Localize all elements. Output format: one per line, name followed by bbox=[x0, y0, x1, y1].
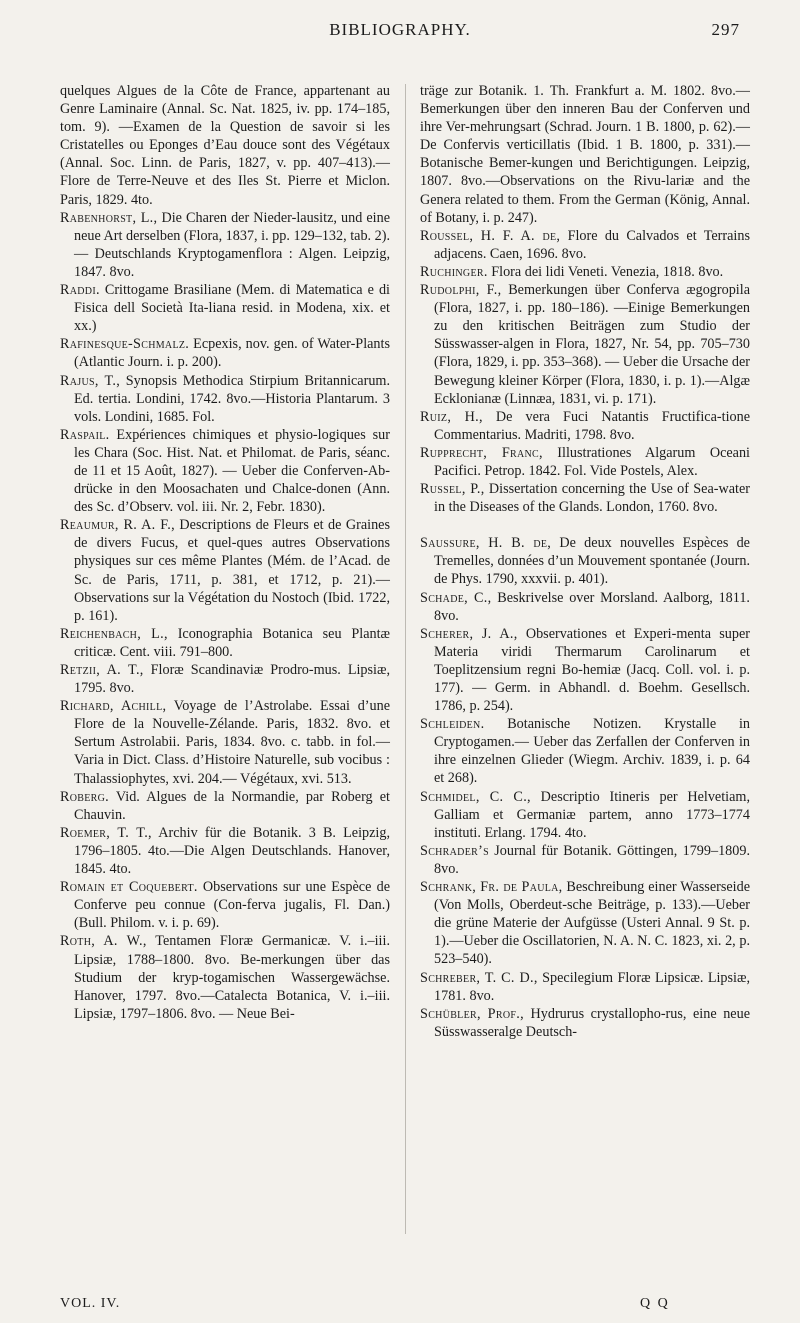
entry-text: De deux nouvelles Espèces de Tremelles, données d’un Mouvement spontanée (Journ. de Phys. 1790, xxxvii. p. 401). bbox=[434, 535, 750, 588]
entry-text: Flore du Calvados et Terrains adjacens. Caen, 1696. 8vo. bbox=[434, 227, 750, 262]
bibliography-entry bbox=[60, 788, 390, 824]
bibliography-entry bbox=[420, 969, 750, 1005]
entry-text: Archiv für die Botanik. 3 B. Leipzig, 1796–1805. 4to.—Die Algen Deutschlands. Hanover, 1845. 4to. bbox=[74, 824, 391, 878]
entry-author: Roth, A. W., bbox=[60, 933, 147, 950]
bibliography-entry bbox=[420, 1005, 750, 1041]
entry-author: Rabenhorst, L., bbox=[60, 209, 158, 226]
bibliography-entry bbox=[60, 335, 390, 371]
entry-author: Raddi. bbox=[60, 282, 100, 299]
entry-author: Ruiz, H., bbox=[420, 408, 483, 425]
entry-text: Crittogame Brasiliane (Mem. di Matematica e di Fisica dell Società Ita-liana resid. in Modena, xix. et xx.) bbox=[74, 282, 390, 335]
bibliography-entry bbox=[60, 697, 390, 787]
entry-author: Reaumur, R. A. F., bbox=[60, 517, 175, 534]
bibliography-entry bbox=[60, 426, 390, 516]
entry-author: Roemer, T. T., bbox=[60, 824, 152, 841]
entry-author: Ruchinger. bbox=[420, 263, 488, 280]
entry-author: Schreber, T. C. D., bbox=[420, 969, 538, 986]
entry-author: Rudolphi, F., bbox=[420, 282, 502, 299]
entry-text: Tentamen Floræ Germanicæ. V. i.–iii. Lipsiæ, 1788–1800. 8vo. Be-merkungen über das Studium der kryp-togamischen Wassergewächse. Hanover, 1797. 8vo.—Catalecta Botanica, V. i.–iii. Lipsiæ, 1797–1806. 8vo. — Neue Bei- bbox=[74, 933, 390, 1022]
entry-text: Ecpexis, nov. gen. of Water-Plants (Atlantic Journ. i. p. 200). bbox=[74, 336, 390, 371]
bibliography-entry bbox=[60, 209, 390, 281]
entry-author: Schrader’s bbox=[420, 842, 489, 859]
entry-text: träge zur Botanik. 1. Th. Frankfurt a. M. 1802. 8vo.—Bemerkungen über den inneren Bau der Conferven und ihre Ver-mehrungsart (Schrad. Journ. 1 B. 1800, p. 62).—De Confervis verticillatis (Ibid. 1 B. 1800, p. 331).—Botanische Bemer-kungen und Berichtigungen. Leipzig, 1807. 8vo.—Observations on the Rivu-lariæ and the Genera related to them. From the German (König, Annal. of Botany, i. p. 247). bbox=[420, 83, 750, 226]
signature-mark: Q Q bbox=[640, 1296, 670, 1311]
entry-text: Illustrationes Algarum Oceani Pacifici. Petrop. 1842. Fol. Vide Postels, Alex. bbox=[434, 444, 750, 479]
entry-author: Romain et Coquebert. bbox=[60, 879, 198, 896]
bibliography-entry bbox=[420, 408, 750, 444]
entry-text: Beschreibung einer Wasserseide (Von Molls, Oberdeut-sche Beiträge, p. 133).—Ueber die grüne Materie der Aufgüsse (Usteri Annal. 9 St. p. 1).—Ueber die Oscillatorien, N. A. N. C. 1823, xi. 2, p. 523–540). bbox=[434, 879, 750, 968]
entry-author: Schade, C., bbox=[420, 589, 492, 606]
entry-author: Retzii, A. T., bbox=[60, 662, 144, 678]
entry-text: Vid. Algues de la Normandie, par Roberg et Chauvin. bbox=[74, 788, 390, 823]
entry-author: Rafinesque-Schmalz. bbox=[60, 336, 190, 353]
entry-text: Specilegium Floræ Lipsicæ. Lipsiæ, 1781. 8vo. bbox=[434, 969, 751, 1004]
entry-text: Bemerkungen über Conferva ægogropila (Flora, 1827, i. pp. 180–186). —Einige Bemerkungen zu den kritischen Beiträgen zum Studio der Süsswasser-algen in Flora, 1827, Nr. 54, pp. 705–730 (Flora, 1829, i. pp. 353–368). — Ueber die Ursache der Bewegung kleiner Körper (Flora, 1830, i. p. 1).—Algæ Ecklonianæ (Linnæa, 1831, vi. p. 171). bbox=[434, 282, 750, 407]
entry-author: Schübler, Prof., bbox=[420, 1005, 524, 1022]
entry-author: Schleiden. bbox=[420, 716, 485, 733]
column-divider bbox=[405, 84, 406, 1234]
entry-text: Expériences chimiques et physio-logiques sur les Chara (Soc. Hist. Nat. et Philomat. de Paris, séanc. de 11 et 15 Août, 1827). — Ueber die Conferven-Ab-drücke in den Moosachaten und Chalce-donen (Ann. des Sc. d’Observ. vol. iii. Nr. 2, Febr. 1830). bbox=[74, 426, 390, 516]
entry-text: Descriptio Itineris per Helvetiam, Galliam et Germaniæ partem, anno 1773–1774 instituti. Erlang. 1794. 4to. bbox=[434, 788, 750, 841]
entry-text: Flora dei lidi Veneti. Venezia, 1818. 8vo. bbox=[487, 263, 724, 280]
entry-text: Observations sur une Espèce de Conferve peu connue (Con-ferva jugalis, Fl. Dan.) (Bull. Philom. v. i. p. 69). bbox=[74, 879, 390, 932]
entry-text: Floræ Scandinaviæ Prodro-mus. Lipsiæ, 1795. 8vo. bbox=[74, 662, 390, 697]
entry-author: Schrank, Fr. de Paula, bbox=[420, 879, 563, 896]
bibliography-entry bbox=[420, 842, 750, 878]
bibliography-entry bbox=[420, 227, 750, 263]
running-header bbox=[60, 20, 740, 52]
entry-author: Raspail. bbox=[60, 426, 110, 443]
entry-text: Iconographia Botanica seu Plantæ criticæ. Cent. viii. 791–800. bbox=[74, 625, 391, 660]
entry-text: Synopsis Methodica Stirpium Britannicarum. Ed. tertia. Londini, 1742. 8vo.—Historia Plantarum. 3 vols. Londini, 1685. Fol. bbox=[74, 372, 391, 425]
entry-text: De vera Fuci Natantis Fructifica-tione Commentarius. Madriti, 1798. 8vo. bbox=[434, 408, 750, 443]
entry-author: Saussure, H. B. de, bbox=[420, 535, 552, 552]
running-title: BIBLIOGRAPHY. bbox=[329, 20, 471, 39]
entry-text: Descriptions de Fleurs et de Graines de divers Fucus, et quel-ques autres Observations physiques sur ces même Plantes (Mém. de l’Acad. de Sc. de Paris, 1711, p. 381, et 1712, p. 21).—Observations sur la Végétation du Nostoch (Ibid. 1722, p. 161). bbox=[74, 517, 390, 624]
bibliography-entry bbox=[60, 661, 390, 697]
bibliography-entry bbox=[420, 480, 750, 516]
bibliography-entry bbox=[420, 715, 750, 787]
bibliography-entry bbox=[60, 932, 390, 1022]
entry-text: Hydrurus crystallopho-rus, eine neue Süsswasseralge Deutsch- bbox=[434, 1005, 750, 1040]
entry-author: Schmidel, C. C., bbox=[420, 788, 531, 805]
right-column bbox=[420, 82, 750, 1041]
entry-author: Reichenbach, L., bbox=[60, 625, 168, 642]
bibliography-columns bbox=[60, 82, 750, 1277]
bibliography-entry bbox=[420, 263, 750, 281]
bibliography-entry bbox=[60, 516, 390, 625]
entry-author: Scherer, J. A., bbox=[420, 625, 518, 642]
entry-text: Beskrivelse over Morsland. Aalborg, 1811. 8vo. bbox=[434, 589, 750, 624]
page-number: 297 bbox=[711, 20, 740, 39]
entry-text: Observationes et Experi-menta super Materia viridi Thermarum Carolinarum et Toeplitzensium regni Bo-hemiæ (Jacq. Coll. vol. i. p. 177). — Germ. in Abhandl. d. Boehm. Gesellsch. 1786, p. 254). bbox=[434, 625, 750, 715]
bibliography-entry bbox=[420, 788, 750, 842]
left-column bbox=[60, 82, 390, 1023]
entry-author: Richard, Achill, bbox=[60, 698, 167, 715]
entry-text: quelques Algues de la Côte de France, appartenant au Genre Laminaire (Annal. Sc. Nat. 1825, iv. pp. 174–185, tom. 9). —Examen de la Question de savoir si les Cristatelles ou Eponges d’Eau douce sont des Végétaux (Annal. Soc. Linn. de Paris, 1827, v. pp. 407–413).—Flore de Terre-Neuve et des Iles St. Pierre et Miclon. Paris, 1829. 4to. bbox=[60, 83, 390, 208]
bibliography-entry bbox=[420, 82, 750, 227]
entry-text: Dissertation concerning the Use of Sea-water in the Diseases of the Glands. London, 1760. 8vo. bbox=[434, 481, 750, 516]
entry-author: Russel, P., bbox=[420, 481, 485, 498]
entry-text: Voyage de l’Astrolabe. Essai d’une Flore de la Nouvelle-Zélande. Paris, 1832. 8vo. et Sertum Astrolabii. Paris, 1834. 8vo. c. tabb. in fol.—Varia in Dict. Class. d’Histoire Naturelle, sub vocibus : Thalassiophytes, xvi. 204.— Végétaux, xvi. 513. bbox=[74, 698, 391, 787]
entry-text: Die Charen der Nieder-lausitz, und eine neue Art derselben (Flora, 1837, i. pp. 129–132, tab. 2).— Deutschlands Kryptogamenflora : Algen. Leipzig, 1847. 8vo. bbox=[74, 209, 391, 280]
entry-text: Journal für Botanik. Göttingen, 1799–1809. 8vo. bbox=[434, 842, 750, 877]
section-gap bbox=[420, 516, 750, 534]
bibliography-entry bbox=[60, 281, 390, 335]
entry-author: Roussel, H. F. A. de, bbox=[420, 227, 561, 244]
volume-label: VOL. IV. bbox=[60, 1296, 121, 1311]
bibliography-entry bbox=[60, 372, 390, 426]
bibliography-entry bbox=[420, 534, 750, 588]
entry-author: Roberg. bbox=[60, 788, 110, 805]
bibliography-entry bbox=[420, 281, 750, 408]
bibliography-entry bbox=[60, 82, 390, 209]
bibliography-entry bbox=[60, 878, 390, 932]
bibliography-entry bbox=[420, 878, 750, 968]
bibliography-entry bbox=[60, 824, 390, 878]
bibliography-entry bbox=[420, 589, 750, 625]
entry-author: Rajus, T., bbox=[60, 372, 121, 389]
entry-text: Botanische Notizen. Krystalle in Cryptogamen.— Ueber das Zerfallen der Conferven in ihre einzelnen Glieder (Wiegm. Archiv. 1839, i. p. 64 et 268). bbox=[434, 716, 750, 787]
bibliography-entry bbox=[420, 444, 750, 480]
bibliography-entry bbox=[60, 625, 390, 661]
entry-author: Rupprecht, Franc, bbox=[420, 444, 543, 461]
bibliography-entry bbox=[420, 625, 750, 715]
